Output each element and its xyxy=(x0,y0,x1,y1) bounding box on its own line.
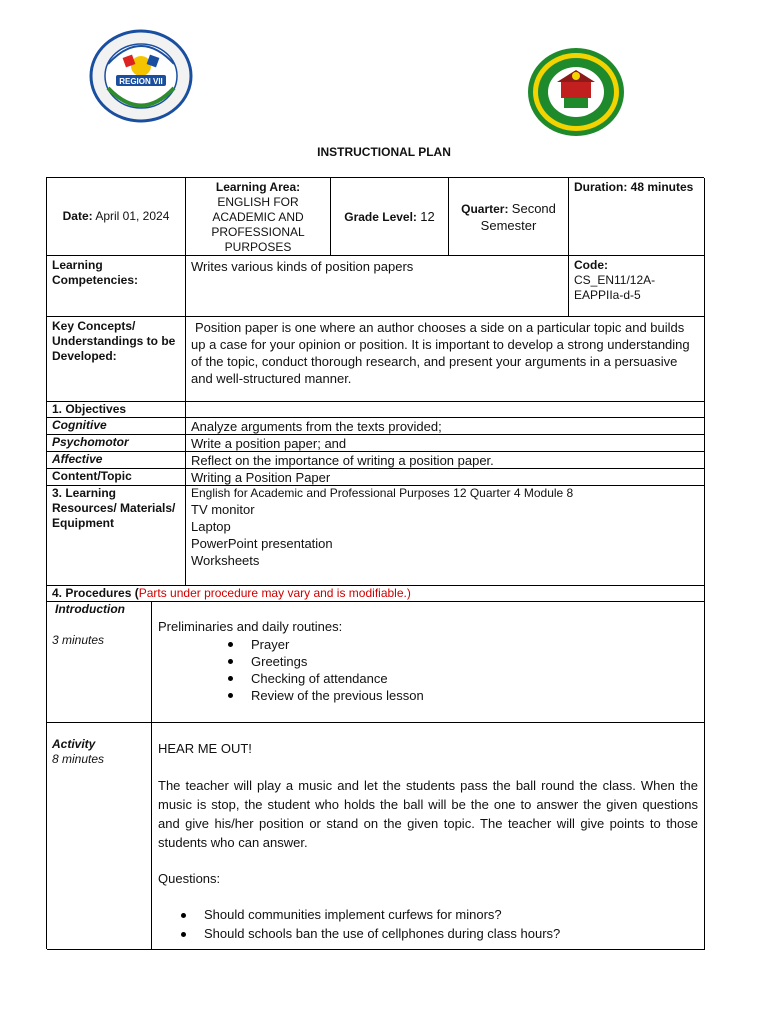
resource-item: English for Academic and Professional Purposes 12 Quarter 4 Module 8 xyxy=(191,486,574,500)
bullet-icon xyxy=(228,693,233,698)
procedures-header xyxy=(47,586,705,602)
routine-list xyxy=(251,636,698,704)
bullet-icon xyxy=(181,932,186,937)
date-cell xyxy=(47,178,186,256)
content-topic-label: Content/Topic xyxy=(47,469,186,486)
instructional-plan-table xyxy=(46,177,704,949)
logo-left-text: REGION VII xyxy=(119,77,163,86)
grade-level-label: Grade Level: xyxy=(344,210,417,224)
activity-label-cell xyxy=(47,723,152,950)
learning-area-value: ENGLISH FOR ACADEMIC AND PROFESSIONAL PURPOSES xyxy=(211,195,305,254)
cognitive-label: Cognitive xyxy=(47,418,186,435)
bullet-icon xyxy=(228,676,233,681)
activity-title: HEAR ME OUT! xyxy=(158,741,252,756)
deped-region-vii-logo xyxy=(88,28,194,124)
learning-competencies-value: Writes various kinds of position papers xyxy=(186,256,569,317)
question-item: Should communities implement curfews for minors? xyxy=(204,905,698,924)
objectives-label: 1. Objectives xyxy=(47,402,186,418)
resource-item: Worksheets xyxy=(191,553,260,568)
bullet-icon xyxy=(181,913,186,918)
routine-item: Review of the previous lesson xyxy=(251,687,698,704)
procedures-label: 4. Procedures ( xyxy=(52,586,139,600)
procedures-note: Parts under procedure may vary and is modifiable.) xyxy=(138,586,411,600)
routine-item: Checking of attendance xyxy=(251,670,698,687)
questions-label: Questions: xyxy=(158,871,221,886)
key-concepts-label: Key Concepts/ Understandings to be Developed: xyxy=(47,317,186,402)
learning-competencies-label: Learning Competencies: xyxy=(47,256,186,317)
code-label: Code: xyxy=(574,258,608,272)
key-concepts-value: Position paper is one where an author chooses a side on a particular topic and builds up a case for your opinion or position. It is important to develop a strong understanding of the topic, conduct thorough research, and present your arguments in a persuasive and well-structured manner. xyxy=(186,317,705,402)
document-title: INSTRUCTIONAL PLAN xyxy=(317,145,451,159)
code-cell xyxy=(569,256,705,317)
quarter-label: Quarter: xyxy=(461,201,509,216)
grade-level-cell xyxy=(331,178,449,256)
psychomotor-value: Write a position paper; and xyxy=(186,435,705,452)
grade-level-value: 12 xyxy=(420,209,435,224)
date-label: Date: xyxy=(62,209,93,223)
introduction-heading: Preliminaries and daily routines: xyxy=(158,619,343,634)
introduction-label-cell xyxy=(47,602,152,723)
resource-item: Laptop xyxy=(191,519,231,534)
routine-item: Greetings xyxy=(251,653,698,670)
activity-time: 8 minutes xyxy=(52,752,105,766)
resources-value xyxy=(186,486,705,586)
resources-label: 3. Learning Resources/ Materials/ Equipment xyxy=(47,486,186,586)
question-item: Should schools ban the use of cellphones during class hours? xyxy=(204,924,698,943)
affective-label: Affective xyxy=(47,452,186,469)
quarter-value-line2: Semester xyxy=(480,217,537,233)
activity-label: Activity xyxy=(52,737,96,751)
quarter-value: Second xyxy=(511,200,556,216)
content-topic-value: Writing a Position Paper xyxy=(186,469,705,486)
introduction-label: Introduction xyxy=(55,602,125,616)
affective-value: Reflect on the importance of writing a position paper. xyxy=(186,452,705,469)
school-seal-logo xyxy=(526,46,626,138)
routine-item: Prayer xyxy=(251,636,698,653)
date-value: April 01, 2024 xyxy=(95,209,170,223)
activity-description: The teacher will play a music and let the students pass the ball round the class. When the music is stop, the student who holds the ball will be the one to answer the given questions and give his/her position or stand on the given topic. The teacher will give points to those students who can answer. xyxy=(158,778,698,850)
quarter-cell xyxy=(449,178,569,256)
resource-item: TV monitor xyxy=(191,502,255,517)
introduction-content xyxy=(152,602,705,723)
introduction-time: 3 minutes xyxy=(52,633,105,647)
learning-area-cell xyxy=(186,178,331,256)
learning-area-label: Learning Area: xyxy=(215,180,301,194)
questions-list xyxy=(204,905,698,943)
objectives-empty xyxy=(186,402,705,418)
resource-item: PowerPoint presentation xyxy=(191,536,333,551)
cognitive-value: Analyze arguments from the texts provided; xyxy=(186,418,705,435)
code-value-line1: CS_EN11/12A- xyxy=(574,273,656,287)
bullet-icon xyxy=(228,659,233,664)
bullet-icon xyxy=(228,642,233,647)
psychomotor-label: Psychomotor xyxy=(47,435,186,452)
duration-cell: Duration: 48 minutes xyxy=(569,178,705,256)
activity-content xyxy=(152,723,705,950)
code-value-line2: EAPPIIa-d-5 xyxy=(574,288,641,302)
